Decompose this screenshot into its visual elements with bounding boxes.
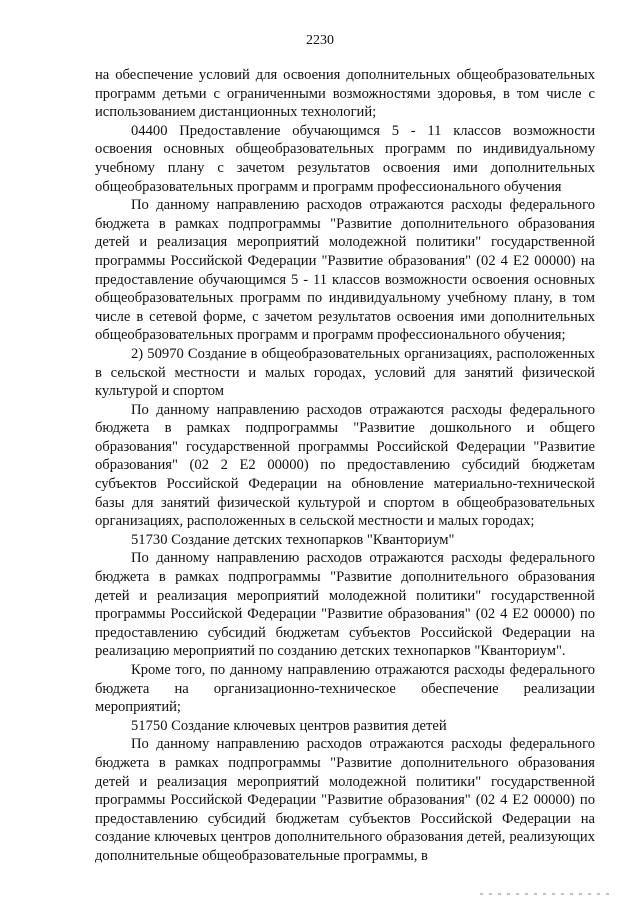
paragraph-heading-50970: 2) 50970 Создание в общеобразовательных организациях, расположенных в сельской местности и малых городах, условий для занятий физической культурой и спортом bbox=[95, 345, 595, 400]
paragraph-description-51750: По данному направлению расходов отражаются расходы федерального бюджета в рамках подпрограммы "Развитие дополнительного образования детей и реализация мероприятий молодежной политики" государственной программы Российской Федерации "Развитие образования" (02 4 Е2 00000) по предоставлению субсидий бюджетам субъектов Российской Федерации на создание ключевых центров дополнительного образования детей, реализующих дополнительные общеобразовательные программы, в bbox=[95, 736, 595, 864]
scan-artifact-dots bbox=[480, 893, 610, 895]
paragraph-description-50970: По данному направлению расходов отражаются расходы федерального бюджета в рамках подпрограммы "Развитие дошкольного и общего образования" государственной программы Российской Федерации "Развитие образования" (02 2 Е2 00000) по предоставлению субсидий бюджетам субъектов Российской Федерации на обновление материально-технической базы для занятий физической культурой и спортом в общеобразовательных организациях, расположенных в сельской местности и малых городах; bbox=[95, 401, 595, 530]
paragraph-description-51730: По данному направлению расходов отражаются расходы федерального бюджета в рамках подпрограммы "Развитие дополнительного образования детей и реализация мероприятий молодежной политики" государственной программы Российской Федерации "Развитие образования" (02 4 Е2 00000) по предоставлению субсидий бюджетам субъектов Российской Федерации на реализацию мероприятий по созданию детских технопарков "Кванториум". bbox=[95, 550, 595, 660]
page-number: 2230 bbox=[306, 33, 334, 48]
paragraph-continuation: на обеспечение условий для освоения дополнительных общеобразовательных программ детьми с ограниченными возможностями здоровья, в том числе с использованием дистанционных технологий; bbox=[95, 67, 595, 121]
paragraph-description-04400: По данному направлению расходов отражаются расходы федерального бюджета в рамках подпрограммы "Развитие дополнительного образования детей и реализация мероприятий молодежной политики" государственной программы Российской Федерации "Развитие образования" (02 4 Е2 00000) на предоставление обучающимся 5 - 11 классов возможности освоения основных общеобразовательных программ по индивидуальному учебному плану, в том числе в сетевой форме, с зачетом результатов освоения ими дополнительных общеобразовательных программ и программ профессионального обучения; bbox=[95, 197, 595, 344]
paragraph-heading-51750: 51750 Создание ключевых центров развития детей bbox=[131, 717, 447, 734]
document-body bbox=[95, 66, 595, 866]
paragraph-additional-51730: Кроме того, по данному направлению отражаются расходы федерального бюджета на организационно-техническое обеспечение реализации мероприятий; bbox=[95, 662, 595, 716]
paragraph-heading-51730: 51730 Создание детских технопарков "Кванториум" bbox=[131, 531, 455, 548]
paragraph-heading-04400: 04400 Предоставление обучающимся 5 - 11 классов возможности освоения основных общеобразовательных программ по индивидуальному учебному плану с зачетом результатов освоения ими дополнительных общеобразовательных программ и программ профессионального обучения bbox=[95, 122, 595, 195]
